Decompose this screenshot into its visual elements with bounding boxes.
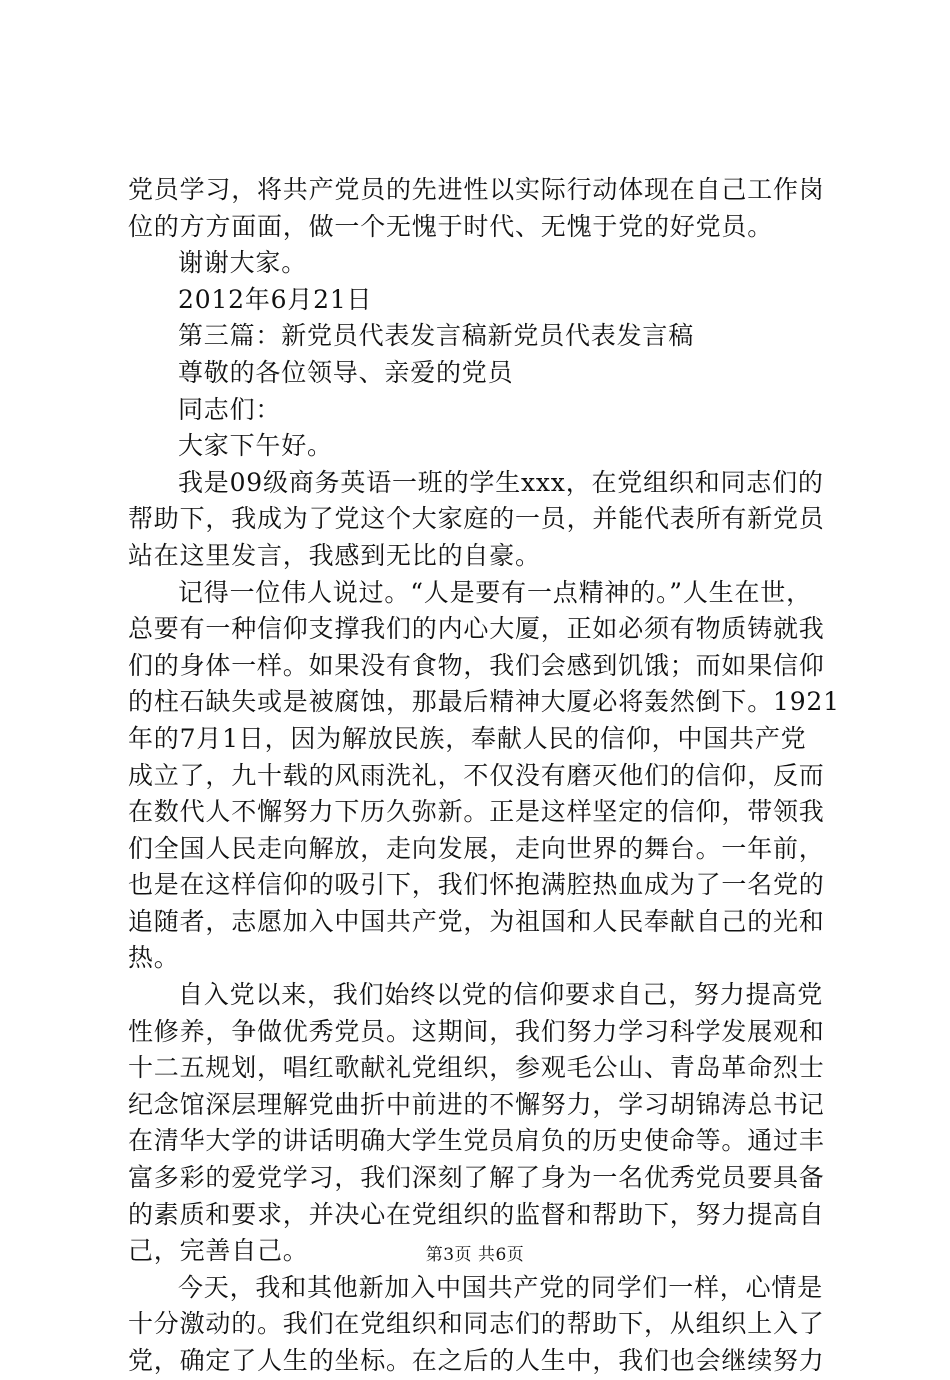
- text-line: 的柱石缺失或是被腐蚀，那最后精神大厦必将轰然倒下。1921: [128, 687, 840, 717]
- text-line: 己，完善自己。: [128, 1236, 309, 1266]
- salutation-line: 尊敬的各位领导、亲爱的党员: [178, 357, 514, 387]
- text-line: 成立了，九十载的风雨洗礼，不仅没有磨灭他们的信仰，反而: [128, 760, 825, 790]
- text-line: 谢谢大家。: [178, 248, 308, 278]
- text-line: 记得一位伟人说过。“人是要有一点精神的。”人生在世，: [178, 577, 812, 607]
- section-heading: 第三篇：新党员代表发言稿新党员代表发言稿: [178, 321, 695, 351]
- text-line: 十分激动的。我们在党组织和同志们的帮助下，从组织上入了: [128, 1309, 825, 1339]
- text-line: 自入党以来，我们始终以党的信仰要求自己，努力提高党: [178, 980, 824, 1010]
- text-line: 也是在这样信仰的吸引下，我们怀抱满腔热血成为了一名党的: [128, 870, 825, 900]
- text-line: 年的7月1日，因为解放民族，奉献人民的信仰，中国共产党: [128, 723, 807, 753]
- text-line: 十二五规划，唱红歌献礼党组织，参观毛公山、青岛革命烈士: [128, 1053, 825, 1083]
- text-line: 帮助下，我成为了党这个大家庭的一员，并能代表所有新党员: [128, 504, 825, 534]
- text-line: 们的身体一样。如果没有食物，我们会感到饥饿；而如果信仰: [128, 650, 825, 680]
- text-line: 位的方方面面，做一个无愧于时代、无愧于党的好党员。: [128, 211, 774, 241]
- text-line: 性修养，争做优秀党员。这期间，我们努力学习科学发展观和: [128, 1016, 825, 1046]
- text-line: 我是09级商务英语一班的学生xxx，在党组织和同志们的: [178, 467, 824, 497]
- text-line: 富多彩的爱党学习，我们深刻了解了身为一名优秀党员要具备: [128, 1163, 825, 1193]
- text-line: 追随者，志愿加入中国共产党，为祖国和人民奉献自己的光和: [128, 906, 825, 936]
- text-line: 在清华大学的讲话明确大学生党员肩负的历史使命等。通过丰: [128, 1126, 825, 1156]
- text-line: 今天，我和其他新加入中国共产党的同学们一样，心情是: [178, 1272, 824, 1302]
- date-line: 2012年6月21日: [178, 284, 373, 314]
- text-line: 站在这里发言，我感到无比的自豪。: [128, 540, 541, 570]
- salutation-line: 同志们：: [178, 394, 282, 424]
- greeting-line: 大家下午好。: [178, 431, 333, 461]
- text-line: 党员学习，将共产党员的先进性以实际行动体现在自己工作岗: [128, 175, 825, 204]
- text-line: 的素质和要求，并决心在党组织的监督和帮助下，努力提高自: [128, 1199, 825, 1229]
- text-line: 党，确定了人生的坐标。在之后的人生中，我们也会继续努力: [128, 1346, 825, 1375]
- text-line: 在数代人不懈努力下历久弥新。正是这样坚定的信仰，带领我: [128, 797, 825, 827]
- document-body: [128, 172, 840, 1380]
- text-line: 热。: [128, 943, 180, 973]
- text-line: 纪念馆深层理解党曲折中前进的不懈努力，学习胡锦涛总书记: [128, 1089, 825, 1119]
- text-line: 总要有一种信仰支撑我们的内心大厦，正如必须有物质铸就我: [128, 614, 825, 644]
- page-number-footer: 第3页 共6页: [425, 1245, 525, 1265]
- text-line: 们全国人民走向解放，走向发展，走向世界的舞台。一年前，: [128, 833, 825, 863]
